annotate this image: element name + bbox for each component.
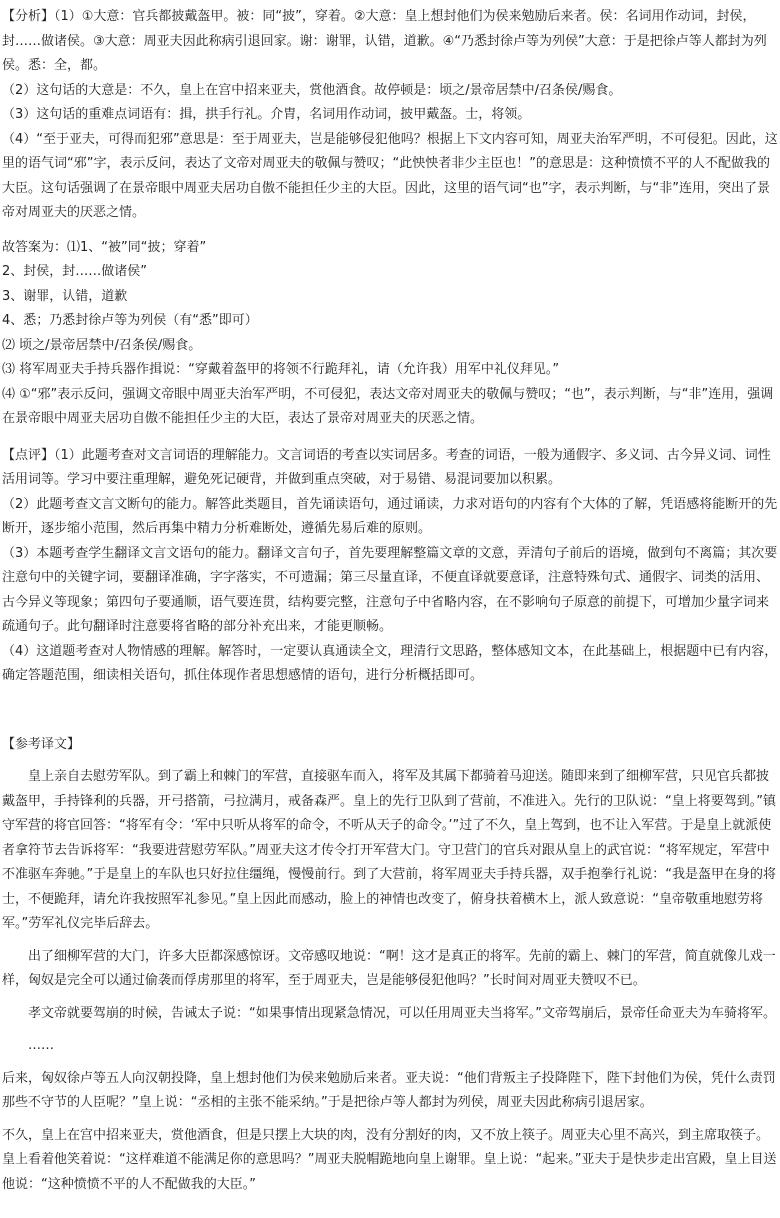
analysis-paragraph-2: （2）这句话的大意是：不久，皇上在宫中招来亚夫，赏他酒食。故停顿是：顷之/景帝居禁中/召条侯/赐食。 xyxy=(2,82,622,98)
translation-heading: 【参考译文】 xyxy=(2,736,81,752)
answer-item-3: 3、谢罪，认错，道歉 xyxy=(2,288,128,304)
review-section xyxy=(2,444,778,689)
translation-ellipsis: …… xyxy=(28,1038,54,1053)
analysis-section xyxy=(2,5,778,226)
review-paragraph-2: （2）此题考查文言文断句的能力。解答此类题目，首先诵读语句，通过诵读，力求对语句的内容有个大体的了解，凭语感将能断开的先断开，逐步缩小范围，然后再集中精力分析难断处，遵循先易后难的原则。 xyxy=(2,496,778,536)
answer-section xyxy=(2,236,778,432)
answer-item-2: 2、封侯，封……做诸侯” xyxy=(2,264,148,279)
answer-item-4: 4、悉；乃悉封徐卢等为列侯（有“悉”即可） xyxy=(2,313,258,328)
spacer xyxy=(2,691,778,733)
spacer xyxy=(2,1059,778,1067)
analysis-paragraph-3: （3）这句话的重难点词语有：揖，拱手行礼。介胄，名词用作动词，披甲戴盔。士，将领。 xyxy=(2,107,531,122)
translation-paragraph-5: 不久，皇上在宫中招来亚夫，赏他酒食，但是只摆上大块的肉，没有分割好的肉，又不放上筷子。周亚夫心里不高兴，到主席取筷子。皇上看着他笑着说：“这样难道不能满足你的意思吗？”周亚夫脱帽跪地向皇上谢罪。皇上说：“起来。”亚夫于是快步走出宫殿，皇上目送他说：“这种愤愤不平的人不配做我的大臣。” xyxy=(2,1127,777,1192)
translation-paragraph-1: 皇上亲自去慰劳军队。到了霸上和棘门的军营，直接驱车而入，将军及其属下都骑着马迎送。随即来到了细柳军营，只见官兵都披戴盔甲，手持锋利的兵器，开弓搭箭，弓拉满月，戒备森严。皇上的先行卫队到了营前，不准进入。先行的卫队说：“皇上将要驾到。”镇守军营的将官回答：“将军有令：‘军中只听从将军的命令，不听从天子的命令。’”过了不久，皇上驾到，也不让入军营。于是皇上就派使者拿符节去告诉将军：“我要进营慰劳军队。”周亚夫这才传令打开军营大门。守卫营门的官兵对跟从皇上的武官说：“将军规定，军营中不准驱车奔驰。”于是皇上的车队也只好拉住缰绳，慢慢前行。到了大营前，将军周亚夫手持兵器，双手抱拳行礼说：“我是盔甲在身的将士，不便跪拜，请允许我按照军礼参见。”皇上因此而感动，脸上的神情也改变了，俯身扶着横木上，派人致意说：“皇帝敬重地慰劳将军。”劳军礼仪完毕后辞去。 xyxy=(2,769,776,931)
spacer xyxy=(2,937,778,945)
spacer xyxy=(2,1116,778,1124)
review-paragraph-3: （3）本题考查学生翻译文言文语句的能力。翻译文言句子，首先要理解整篇文章的文意，弄清句子前后的语境，做到句不离篇；其次要注意句中的关键字词，要翻译准确，字字落实，不可遗漏；第三尽量直译，不便直译就要意译，注意特殊句式、通假字、词类的活用、古今异义等现象；第四句子要通顺，语气要连贯，结构要完整，注意句子中省略内容，在不影响句子原意的前提下，可增加少量字词来疏通句子。此句翻译时注意要将省略的部分补充出来，才能更顺畅。 xyxy=(2,545,778,634)
analysis-paragraph-1: 【分析】（1）①大意：官兵都披戴盔甲。被：同“披”，穿着。②大意：皇上想封他们为侯来勉励后来者。侯：名词用作动词，封侯，封……做诸侯。③大意：周亚夫因此称病引退回家。谢：谢罪，认错，道歉。④“乃悉封徐卢等为列侯”大意：于是把徐卢等人都封为列侯。悉：全，都。 xyxy=(2,9,767,73)
answer-part-3: ⑶ 将军周亚夫手持兵器作揖说：“穿戴着盔甲的将领不行跪拜礼，请（允许我）用军中礼仪拜见。” xyxy=(2,362,560,377)
answer-part-4: ⑷ ①“邪”表示反问，强调文帝眼中周亚夫治军严明，不可侵犯，表达文帝对周亚夫的敬佩与赞叹；“也”，表示判断，与“非”连用，强调在景帝眼中周亚夫居功自傲不能担任少主的大臣，表达了景帝对周亚夫的厌恶之情。 xyxy=(2,386,774,426)
spacer xyxy=(2,994,778,1002)
answer-part-2: ⑵ 顷之/景帝居禁中/召条侯/赐食。 xyxy=(2,337,202,353)
spacer xyxy=(2,1026,778,1034)
spacer xyxy=(2,757,778,765)
spacer xyxy=(2,228,778,236)
analysis-paragraph-4: （4）“至于亚夫，可得而犯邪”意思是：至于周亚夫，岂是能够侵犯他吗？根据上下文内容可知，周亚夫治军严明，不可侵犯。因此，这里的语气词“邪”字，表示反问，表达了文帝对周亚夫的敬佩与赞叹；“此怏怏者非少主臣也！”的意思是：这种愤愤不平的人不配做我的大臣。这句话强调了在景帝眼中周亚夫居功自傲不能担任少主的大臣。因此，这里的语气词“也”字，表示判断，与“非”连用，突出了景帝对周亚夫的厌恶之情。 xyxy=(2,131,778,220)
translation-paragraph-4: 后来，匈奴徐卢等五人向汉朝投降，皇上想封他们为侯来勉励后来者。亚夫说：“他们背叛主子投降陛下，陛下封他们为侯，凭什么责罚那些不守节的人臣呢？”皇上说：“丞相的主张不能采纳。”于是把徐卢等人都封为列侯，周亚夫因此称病引退居家。 xyxy=(2,1070,776,1110)
translation-paragraph-2: 出了细柳军营的大门，许多大臣都深感惊讶。文帝感叹地说：“啊！这才是真正的将军。先前的霸上、棘门的军营，简直就像儿戏一样，匈奴是完全可以通过偷袭而俘虏那里的将军，至于周亚夫，岂是能够侵犯他吗？”长时间对周亚夫赞叹不已。 xyxy=(2,948,776,988)
spacer xyxy=(2,434,778,444)
review-paragraph-4: （4）这道题考查对人物情感的理解。解答时，一定要认真通读全文，理清行文思路，整体感知文本，在此基础上，根据题中已有内容，确定答题范围，细读相关语句，抓住体现作者思想感情的语句，进行分析概括即可。 xyxy=(2,643,778,683)
translation-paragraph-3: 孝文帝就要驾崩的时候，告诫太子说：“如果事情出现紧急情况，可以任用周亚夫当将军。”文帝驾崩后，景帝任命亚夫为车骑将军。 xyxy=(28,1005,776,1021)
translation-section xyxy=(2,733,778,1198)
review-paragraph-1: 【点评】（1）此题考查对文言词语的理解能力。文言词语的考查以实词居多。考查的词语，一般为通假字、多义词、古今异义词、词性活用词等。学习中要注重理解，避免死记硬背，并做到重点突破，对于易错、易混词要加以积累。 xyxy=(2,447,771,487)
answer-intro: 故答案为：⑴1、“被”同“披；穿着” xyxy=(2,239,207,255)
